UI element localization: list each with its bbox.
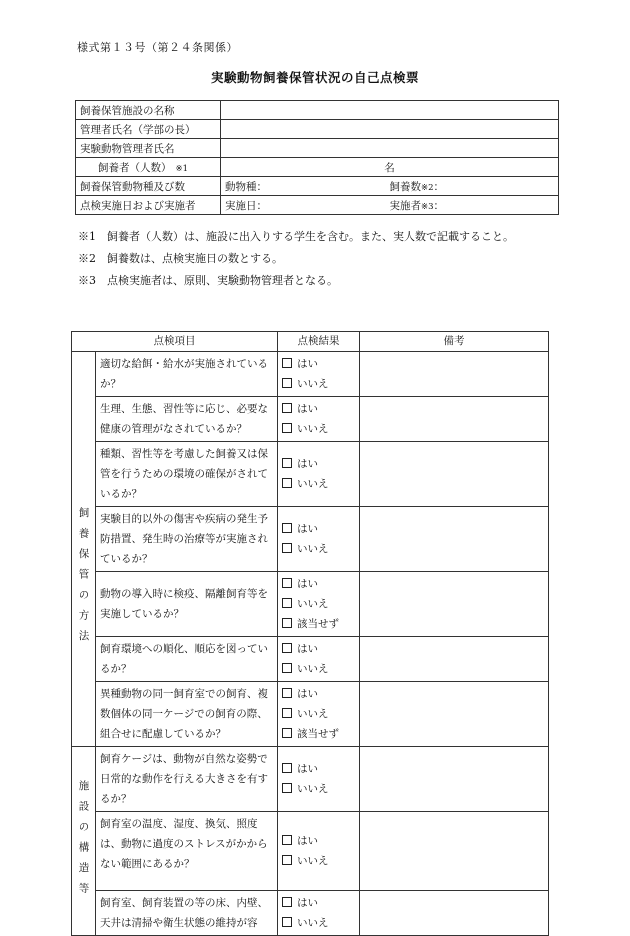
option-no[interactable]: いいえ [282,374,355,394]
facility-name-label: 飼養保管施設の名称 [76,101,221,120]
checkbox-icon [282,728,292,738]
checkbox-icon [282,598,292,608]
result-options [278,507,360,572]
result-options [278,352,360,397]
keepers-label: 飼養者（人数） ※1 [76,158,221,177]
species-label: 飼養保管動物種及び数 [76,177,221,196]
inspector-field: 実施者※3： [389,199,444,212]
option-no[interactable]: いいえ [282,704,355,724]
table-row [72,507,549,572]
checkbox-icon [282,578,292,588]
remarks-cell[interactable] [360,812,549,891]
result-options [278,747,360,812]
table-row [72,812,549,891]
option-no[interactable]: いいえ [282,779,355,799]
category-facility-label: 施設の構造等 [77,779,90,903]
checkbox-icon [282,423,292,433]
checkbox-icon [282,618,292,628]
category-method-label: 飼養保管の方法 [77,507,90,651]
option-yes[interactable]: はい [282,454,355,474]
result-options [278,812,360,891]
note-3: ※3 点検実施者は、原則、実験動物管理者となる。 [78,274,338,287]
checkbox-icon [282,458,292,468]
category-facility [72,747,96,936]
checkbox-icon [282,358,292,368]
table-row [72,397,549,442]
remarks-cell[interactable] [360,637,549,682]
checkbox-icon [282,478,292,488]
option-no[interactable]: いいえ [282,539,355,559]
table-row [72,442,549,507]
result-options [278,891,360,936]
species-field[interactable] [221,177,559,196]
inspection-date-field: 実施日： [225,199,267,212]
inspection-label: 点検実施日および実施者 [76,196,221,215]
checkbox-icon [282,835,292,845]
checkbox-icon [282,688,292,698]
check-item: 生理、生態、習性等に応じ、必要な健康の管理がなされているか？ [96,397,278,442]
checkbox-icon [282,763,292,773]
checkbox-icon [282,663,292,673]
check-item: 適切な給餌・給水が実施されているか？ [96,352,278,397]
checkbox-icon [282,543,292,553]
checkbox-icon [282,783,292,793]
note-1: ※1 飼養者（人数）は、施設に出入りする学生を含む。また、実人数で記載すること。 [78,230,514,243]
option-no[interactable]: いいえ [282,474,355,494]
table-row [72,352,549,397]
option-yes[interactable]: はい [282,639,355,659]
option-no[interactable]: いいえ [282,419,355,439]
manager-name-label: 管理者氏名（学部の長） [76,120,221,139]
option-yes[interactable]: はい [282,354,355,374]
animal-manager-label: 実験動物管理者氏名 [76,139,221,158]
option-yes[interactable]: はい [282,399,355,419]
header-item: 点検項目 [72,332,278,352]
checkbox-icon [282,403,292,413]
option-yes[interactable]: はい [282,574,355,594]
checkbox-icon [282,643,292,653]
form-number: 様式第１３号（第２４条関係） [77,41,238,54]
option-no[interactable]: いいえ [282,659,355,679]
checkbox-icon [282,855,292,865]
option-yes[interactable]: はい [282,831,355,851]
result-options [278,572,360,637]
option-na[interactable]: 該当せず [282,724,355,744]
keepers-field[interactable] [221,158,559,177]
option-yes[interactable]: はい [282,759,355,779]
table-header-row [72,332,549,352]
remarks-cell[interactable] [360,397,549,442]
checklist-table [71,331,549,936]
remarks-cell[interactable] [360,352,549,397]
table-row [72,891,549,936]
header-remarks: 備考 [360,332,549,352]
checkbox-icon [282,917,292,927]
option-no[interactable]: いいえ [282,913,355,933]
option-na[interactable]: 該当せず [282,614,355,634]
option-yes[interactable]: はい [282,519,355,539]
keepers-unit: 名 [384,161,395,174]
table-row [76,120,559,139]
header-result: 点検結果 [278,332,360,352]
table-row [76,158,559,177]
result-options [278,682,360,747]
table-row [76,177,559,196]
animal-count-field: 飼養数※2： [389,180,444,193]
option-yes[interactable]: はい [282,893,355,913]
check-item: 動物の導入時に検疫、隔離飼育等を実施しているか？ [96,572,278,637]
check-item: 異種動物の同一飼育室での飼育、複数個体の同一ケージでの飼育の際、組合せに配慮しているか？ [96,682,278,747]
result-options [278,442,360,507]
check-item: 飼育室、飼育装置の等の床、内壁、天井は清掃や衛生状態の維持が容 [96,891,278,936]
table-row [76,139,559,158]
document-title: 実験動物飼養保管状況の自己点検票 [210,70,419,85]
remarks-cell[interactable] [360,572,549,637]
checkbox-icon [282,708,292,718]
animal-manager-field[interactable] [221,139,559,158]
table-row [76,101,559,120]
inspection-field[interactable] [221,196,559,215]
note-2: ※2 飼養数は、点検実施日の数とする。 [78,252,283,265]
remarks-cell[interactable] [360,507,549,572]
check-item: 飼育ケージは、動物が自然な姿勢で日常的な動作を行える大きさを有するか？ [96,747,278,812]
category-method [72,352,96,747]
checkbox-icon [282,378,292,388]
check-item: 種類、習性等を考慮した飼養又は保管を行うための環境の確保がされているか？ [96,442,278,507]
option-no[interactable]: いいえ [282,851,355,871]
facility-name-field[interactable] [221,101,559,120]
table-row [72,747,549,812]
animal-species-field: 動物種： [225,180,267,193]
option-no[interactable]: いいえ [282,594,355,614]
remarks-cell[interactable] [360,442,549,507]
remarks-cell[interactable] [360,747,549,812]
info-table [75,100,559,215]
notes [78,226,514,292]
remarks-cell[interactable] [360,891,549,936]
table-row [72,637,549,682]
check-item: 飼育室の温度、湿度、換気、照度は、動物に過度のストレスがかからない範囲にあるか？ [96,812,278,891]
table-row [76,196,559,215]
checkbox-icon [282,897,292,907]
table-row [72,682,549,747]
checkbox-icon [282,523,292,533]
table-row [72,572,549,637]
result-options [278,397,360,442]
option-yes[interactable]: はい [282,684,355,704]
check-item: 実験目的以外の傷害や疾病の発生予防措置、発生時の治療等が実施されているか？ [96,507,278,572]
check-item: 飼育環境への順化、順応を図っているか？ [96,637,278,682]
manager-name-field[interactable] [221,120,559,139]
result-options [278,637,360,682]
remarks-cell[interactable] [360,682,549,747]
